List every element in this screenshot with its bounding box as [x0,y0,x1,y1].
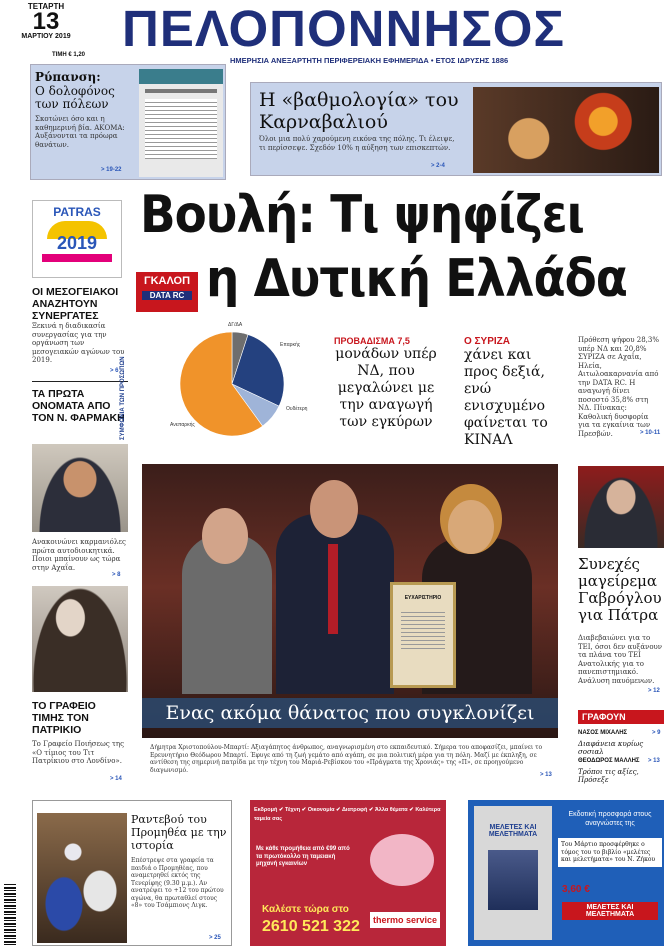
book-offer[interactable] [468,800,664,946]
newspaper-title: ΠΕΛΟΠΟΝΝΗΣΟΣ [122,0,566,57]
names-body: Ανακοινώνει καρμανιόλες πρώτα αυτοδιοικητικά. Ποιοι μπαίνουν ως τώρα στην Αχαΐα. [32,538,126,572]
ad-item-3: Οικονομία [307,807,335,813]
pie-label-neutral: Ουδέτερη [286,406,308,412]
patras-logo-top: PATRAS [53,205,101,219]
piggy-bank-icon [370,834,434,886]
main-headline-line2: η Δυτική Ελλάδα [206,249,627,309]
main-headline-line1: Βουλή: Τι ψηφίζει [140,185,584,245]
carnival-body: Όλοι μια πολύ χαρούμενη εικόνα της πόλης. Τι έλειψε, τι περίσσεψε. Σχεδόν 10% η αύξηση των επισκεπτών. [259,135,455,152]
poll-tag-sub: DATA RC [142,291,192,300]
masthead-month: ΜΑΡΤΙΟΥ 2019 [21,33,71,40]
gavroglou-ref: > 12 [648,688,660,694]
names-ref: > 8 [112,572,121,578]
names-title: ΤΑ ΠΡΩΤΑ ΟΝΟΜΑΤΑ ΑΠΟ ΤΟΝ Ν. ΦΑΡΜΑΚΗ [32,388,125,424]
poll-col1-text: μονάδων υπέρ ΝΔ, που μεγαλώνει με την αναγωγή των εγκύρων [335,346,437,430]
patras-2019-logo [32,200,122,278]
chart-ylabel: ΣΥΜΦΩΝΙΑ ΤΩΝ ΠΡΟΣΩΠΩΝ [120,356,126,440]
office-title: ΤΟ ΓΡΑΦΕΙΟ ΤΙΜΗΣ ΤΟΝ ΠΑΤΡΙΚΙΟ [32,700,96,736]
newspaper-thumbnail [139,69,223,177]
ad-headline: Με κάθε προμήθεια από €99 από τα πρωτόκολλο τη ταμειακή μηχανή εγκαινίων [256,846,350,867]
partners-title: ΟΙ ΜΕΣΟΓΕΙΑΚΟΙ ΑΝΑΖΗΤΟΥΝ ΣΥΝΕΡΓΑΤΕΣ [32,286,119,322]
main-story-body: Δήμητρα Χριστοπούλου-Μπαρτί: Αξιαγάπητος άνθρωπος, αναγνωρισμένη στο εκπαιδευτικό. Σήμερα του αποφασίζει, μπαίνει το Ερευνητήριο Θεόδωρου Μπαρτί. Έφυγε από τη ζωή γεμάτο από αγάπη, σε μια πολιτική μέρα για τη πόλη. Μαζί με έκπληξη, σε αντίθεση της σημερινή πατρίδα με την τέχνη του Μαριά-Ρεβίσκου του «Πράγματα της Χρονιάς» της «Π», σε προηγούμενο διαγωνισμό. [150,744,543,774]
sport-body: Επέστρεψε στα γραφεία τα παιδιά ο Προμηθέας, που αναμετρηθεί εκτός της Τενερίφης (9.30 μ.μ.). Αν ανατρέψει το +12 του πρώτου αγώνα, θα πρωταθλεί στους «8» του Τσάμπιονς Λιγκ. [131,857,224,909]
book-text: Του Μάρτιο προσφέρθηκε ο τόμος του το βιβλίο «μελέτες και μελετήματα» του Ν. Ζήκου [558,838,662,867]
office-ref: > 14 [110,776,122,782]
poll-col2-text: χάνει και προς δεξιά, ενώ ενισχυμένο φαίνεται το ΚΙΝΑΛ [464,347,548,448]
main-story-ref: > 13 [540,772,552,778]
masthead-day: ΤΕΤΑΡΤΗ [27,2,65,11]
ad-item-4: Διατροφή [341,807,368,813]
writers-tag: ΓΡΑΦΟΥΝ [578,710,664,724]
writer1-ref: > 9 [652,730,661,736]
poll-tag-label: ΓΚΑΛΟΠ [143,275,191,287]
gavroglou-title: Συνεχές μαγείρεμα Γαβρόγλου για Πάτρα [578,555,662,624]
pie-label-dgda: ΔΓ/ΔΑ [228,322,243,328]
basketball-photo [37,813,127,943]
patrikios-photo [32,586,128,692]
carnival-photo [473,87,659,173]
teaser-body: Σκοτώνει όσο και η καθημερινή βία. ΑΚΟΜΑ: Αυξάνονται τα πρόωρα θανάτων. [35,115,125,149]
book-cover [474,806,552,940]
office-body: Το Γραφείο Ποιήσεως της «Ο τίμιος του Τιτ Πατρίκιου στο Λονδίνο». [32,740,125,765]
book-cover-title: ΜΕΛΕΤΕΣ ΚΑΙ ΜΕΛΕΤΗΜΑΤΑ [488,824,538,838]
partners-body: Ξεκινά η διαδικασία συνεργασίας για την οργάνωση των μεσογειακών αγώνων του 2019. [32,322,125,364]
ad-cta: Καλέστε τώρα στο [262,904,349,915]
ad-item-2: Τέχνη [285,807,301,813]
poll-tag [136,272,198,312]
teaser-right[interactable] [250,82,662,176]
book-highlight: ΜΕΛΕΤΕΣ ΚΑΙ ΜΕΛΕΤΗΜΑΤΑ [562,902,658,920]
masthead-date: 13 [32,8,60,35]
poll-col3-ref: > 10-11 [640,430,661,436]
teaser-title: Ο δολοφόνος των πόλεων [35,84,115,111]
poll-col1-kicker: ΠΡΟΒΑΔΙΣΜΑ 7,5 [334,336,410,346]
carnival-title: Η «βαθμολογία» του Καρναβαλιού [259,89,459,133]
sport-box[interactable] [32,800,232,946]
ad-item-6: Καλύτερα ταμεία σας [254,807,441,822]
gavroglou-body: Διαβεβαιώνει για το ΤΕΙ, όσοι δεν αυξάνουν τα πλάνα του ΤΕΙ Ανατολικής για το πανεπιστημιακό. Ανάλυση παυόμενων. [578,634,663,685]
ad-brand: thermo service [370,912,440,928]
poll-col3-text: Πρόθεση ψήφου 28,3% υπέρ ΝΔ και 20,8% ΣΥΡΙΖΑ σε Αχαΐα, Ηλεία, Αιτωλοακαρνανία από την DATA RC. Η αναγωγή δίνει ποσοστό 35,8% στη ΝΔ. Πίνακας: Καθολική δυσφορία για τα εγκαίνια των Πρεσβών. [578,336,659,438]
writer1-piece: Διαφάνεια κυρίως σοσιαλ [578,740,644,756]
sport-title: Ραντεβού του Προμηθέα με την ιστορία [131,813,227,852]
carnival-ref: > 2-4 [431,163,445,169]
farmakis-photo [32,444,128,532]
pie-label-inadequate: Ανεπαρκής [170,422,195,428]
main-story-photo[interactable] [142,464,558,738]
poll-col2-kicker: Ο ΣΥΡΙΖΑ [464,336,511,347]
newspaper-tagline: ΗΜΕΡΗΣΙΑ ΑΝΕΞΑΡΤΗΤΗ ΠΕΡΙΦΕΡΕΙΑΚΗ ΕΦΗΜΕΡΙΔΑ • ΕΤΟΣ ΙΔΡΥΣΗΣ 1886 [230,56,509,65]
certificate-frame [390,582,456,688]
book-kicker: Εκδοτική προσφορά στους αναγνώστες της [568,811,652,827]
sport-ref: > 25 [209,935,221,941]
book-price: 3,60 € [562,884,590,895]
patras-logo-year: 2019 [56,233,98,253]
price-label: ΤΙΜΗ € 1,20 [52,52,86,58]
advertisement[interactable] [250,800,446,946]
ad-item-5: Άλλα θέματα [374,807,408,813]
ad-items: Εκδρομή ✔ Τέχνη ✔ Οικονομία ✔ Διατροφή ✔ Άλλα θέματα ✔ Καλύτερα ταμεία σας [254,807,441,822]
gavroglou-photo [578,466,664,548]
writer2-ref: > 13 [648,758,660,764]
partners-ref: > 6 [110,368,119,374]
pie-label-adequate: Επαρκής [280,342,301,348]
teaser-left[interactable] [30,64,226,180]
writer2-piece: Τρόποι τις αξίες, Πρόσεξε [578,768,639,784]
certificate-title: ΕΥΧΑΡΙΣΤΗΡΙΟ [404,595,442,601]
barcode [4,884,16,946]
teaser-ref: > 19-22 [101,167,122,173]
writer2-name: ΘΕΟΔΩΡΟΣ ΜΑΛΛΗΣ [578,758,640,764]
date-box [6,2,86,40]
ad-item-1: Εκδρομή [254,807,278,813]
ad-phone: 2610 521 322 [262,918,360,935]
writer1-name: ΝΑΣΟΣ ΜΙΧΑΛΗΣ [578,730,628,736]
teaser-kicker: Ρύπανση: [35,70,101,84]
main-story-caption: Ενας ακόμα θάνατος που συγκλονίζει [142,698,558,728]
pie-chart [148,318,332,442]
